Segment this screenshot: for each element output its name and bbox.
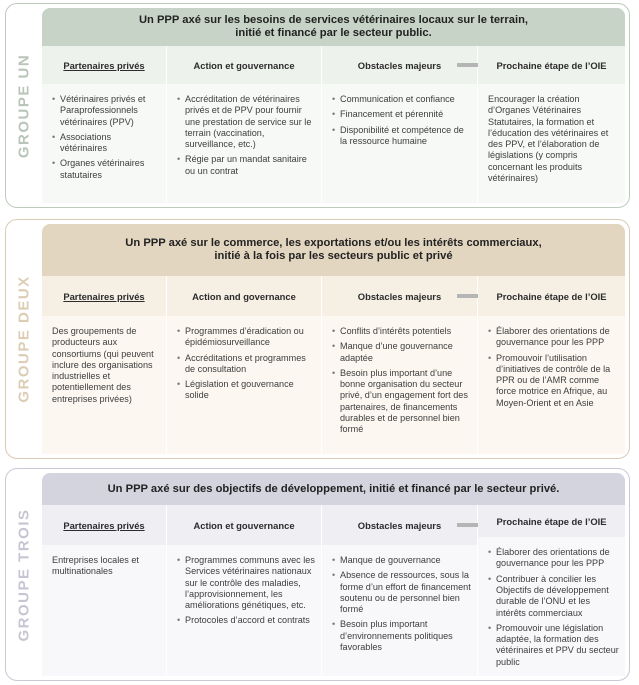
list-item: • Besoin plus important d’environnements politiques favorables [332,619,471,653]
list-item: • Promouvoir une législation adaptée, la formation des vétérinaires et PPV du secteur public [488,623,619,668]
list-item: • Financement et pérennité [332,109,471,120]
list-item: • Programmes d’éradication ou épidémiosurveillance [177,326,315,349]
list-item: • Régie par un mandat sanitaire ou un contrat [177,154,315,177]
list-item: • Législation et gouvernance solide [177,379,315,402]
list-item: • Manque de gouvernance [332,555,471,566]
column-partenaires [42,505,167,676]
list-item: • Conflits d’intérêts potentiels [332,326,471,337]
list-item: Des groupements de producteurs aux consortiums (qui peuvent inclure des organisations industrielles et potentiellement des entreprises privées) [52,326,154,404]
list-item: Entreprises locales et multinationales [52,555,139,577]
column-obstacles [322,505,478,676]
column-next-step [478,46,625,203]
group-two-panel [5,219,630,459]
list-item: • Accréditations et programmes de consultation [177,353,315,376]
list-item: • Besoin plus important d’une bonne organisation du secteur privé, d’un engagement fort des partenaires, de financements durables et de personnel bien formé [332,368,471,436]
column-header: Obstacles majeurs [322,505,477,545]
list-item: • Absence de ressources, sous la forme d’un effort de financement soutenu ou de personnel bien formé [332,570,471,615]
column-action [167,46,322,203]
column-partenaires [42,46,167,203]
list-item: • Protocoles d’accord et contrats [177,615,315,626]
group-title [42,473,625,505]
list-item: • Accréditation de vétérinaires privés et de PPV pour fournir une prestation de service sur le terrain (vaccination, surveillance, etc.) [177,94,315,150]
group-side-label: GROUPE DEUX [15,275,33,403]
list-item: • Élaborer des orientations de gouvernance pour les PPP [488,547,619,570]
list-item: • Contribuer à concilier les Objectifs de développement durable de l’ONU et les intérêts commerciaux [488,574,619,619]
group-one-panel [5,3,630,208]
group-content [42,473,625,676]
group-side-label: GROUPE UN [15,53,33,158]
title-line-1: Un PPP axé sur des objectifs de développement, initié et financé par le secteur privé. [107,482,560,495]
title-line-2: initié et financé par le secteur public. [235,27,432,39]
column-next-step [478,505,625,676]
column-partenaires [42,276,167,454]
column-header: Action et gouvernance [167,46,321,84]
list-item: Encourager la création d’Organes Vétérinaires Statutaires, la formation et l’éducation des vétérinaires et des PPV, et l’élaboration de législations (y compris concernant les produits vétérinaires) [488,94,609,184]
column-header: Partenaires privés [42,505,166,545]
list-item: • Disponibilité et compétence de la ressource humaine [332,125,471,148]
list-item: • Associations vétérinaires [52,132,160,155]
column-header: Obstacles majeurs [322,276,477,316]
title-line-1: Un PPP axé sur les besoins de services vétérinaires locaux sur le terrain, [138,14,529,26]
title-line-1: Un PPP axé sur le commerce, les exportations et/ou les intérêts commerciaux, [125,237,542,249]
column-action [167,505,322,676]
columns [42,276,625,454]
column-header: Prochaine étape de l’OIE [478,46,625,84]
group-three-panel [5,468,630,681]
list-item: • Programmes communs avec les Services vétérinaires nationaux sur le contrôle des maladies, l’approvisionnement, les améliorations génétiques, etc. [177,555,315,611]
list-item: • Communication et confiance [332,94,471,105]
list-item: • Vétérinaires privés et Paraprofessionnels vétérinaires (PPV) [52,94,160,128]
column-header: Obstacles majeurs [322,46,477,84]
column-obstacles [322,276,478,454]
column-header: Partenaires privés [42,46,166,84]
column-obstacles [322,46,478,203]
group-side-label: GROUPE TROIS [15,507,33,642]
column-header: Action and governance [167,276,321,316]
group-title [42,224,625,276]
list-item: • Élaborer des orientations de gouvernance pour les PPP [488,326,619,349]
columns [42,505,625,676]
column-next-step [478,276,625,454]
group-title [42,8,625,46]
column-header: Action et gouvernance [167,505,321,545]
group-content [42,224,625,454]
list-item: • Promouvoir l’utilisation d’initiatives de contrôle de la PPR ou de l’AMR comme force motrice en Afrique, au Moyen-Orient et en Asie [488,353,619,409]
list-item: • Manque d’une gouvernance adaptée [332,341,471,364]
list-item: • Organes vétérinaires statutaires [52,158,160,181]
column-action [167,276,322,454]
title-line-2: initié à la fois par les secteurs public et privé [214,250,453,262]
column-header: Prochaine étape de l’OIE [478,505,625,537]
column-header: Prochaine étape de l’OIE [478,276,625,316]
group-content [42,8,625,203]
columns [42,46,625,203]
column-header: Partenaires privés [42,276,166,316]
